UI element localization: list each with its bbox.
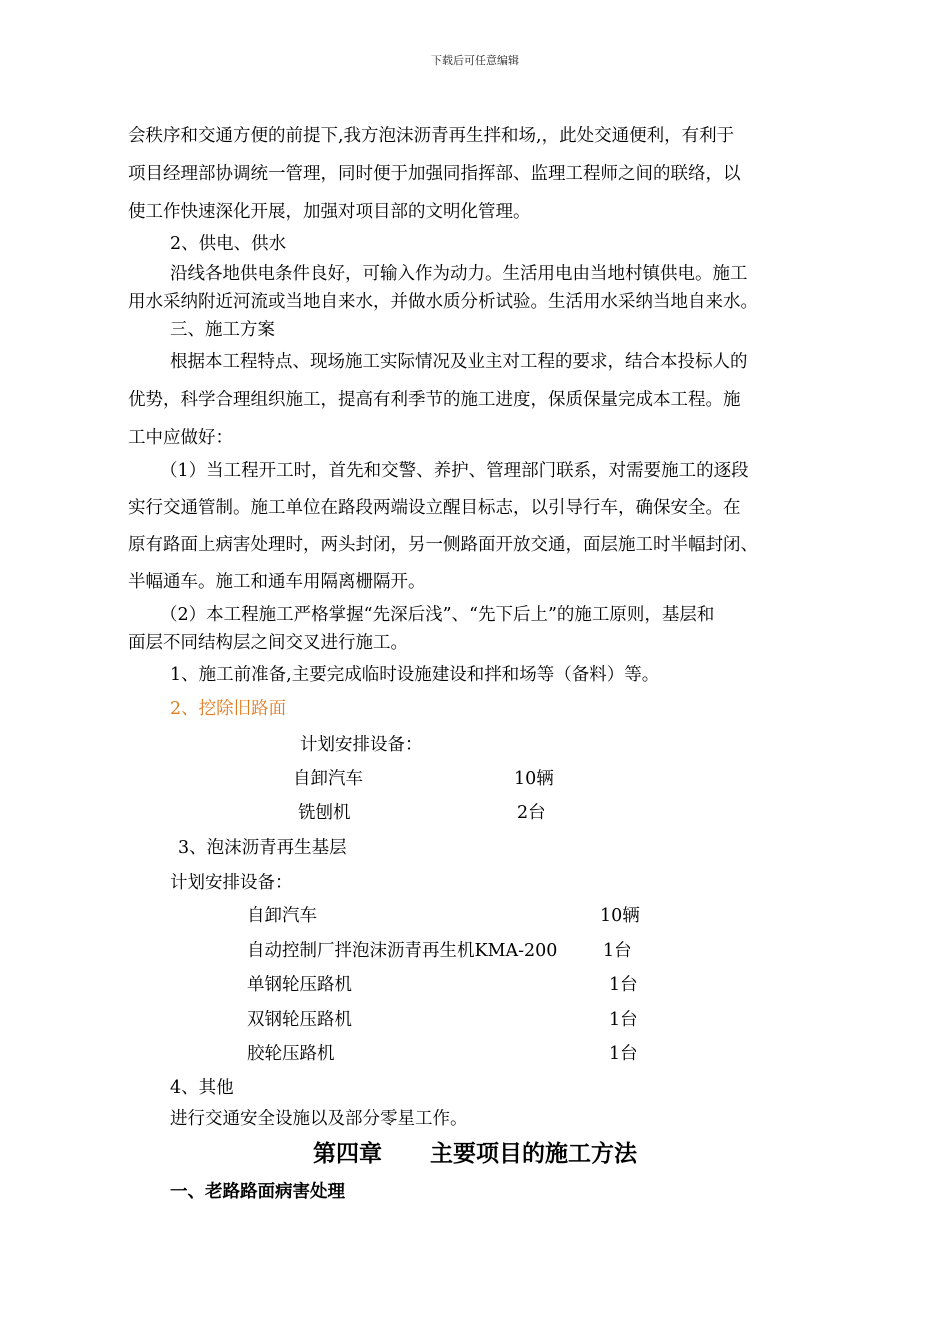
body-line: 半幅通车。施工和通车用隔离栅隔开。	[128, 572, 426, 592]
step-1: 1、施工前准备,主要完成临时设施建设和拌和场等（备料）等。	[170, 665, 660, 685]
body-line: 面层不同结构层之间交叉进行施工。	[128, 633, 408, 653]
body-line: 原有路面上病害处理时，两头封闭，另一侧路面开放交通，面层施工时半幅封闭、	[128, 535, 758, 555]
equipment-name: 自卸汽车	[247, 906, 317, 926]
body-line: （1）当工程开工时，首先和交警、养护、管理部门联系，对需要施工的逐段	[160, 461, 749, 481]
chapter-title: 第四章 主要项目的施工方法	[312, 1140, 638, 1167]
body-line: 会秩序和交通方便的前提下,我方泡沫沥青再生拌和场,，此处交通便利，有利于	[128, 126, 735, 146]
body-line: 沿线各地供电条件良好，可输入作为动力。生活用电由当地村镇供电。施工	[170, 264, 748, 284]
equipment-name: 胶轮压路机	[247, 1044, 335, 1064]
subheading-power-water: 2、供电、供水	[170, 234, 287, 254]
equipment-name: 双钢轮压路机	[247, 1010, 352, 1030]
body-line: 根据本工程特点、现场施工实际情况及业主对工程的要求，结合本投标人的	[170, 352, 748, 372]
equipment-qty: 1台	[609, 975, 638, 995]
body-line: 用水采纳附近河流或当地自来水，并做水质分析试验。生活用水采纳当地自来水。	[128, 292, 758, 312]
step-2-highlight: 2、挖除旧路面	[170, 699, 287, 719]
body-line: 进行交通安全设施以及部分零星工作。	[170, 1109, 468, 1129]
page-header: 下载后可任意编辑	[431, 54, 519, 67]
body-line: 实行交通管制。施工单位在路段两端设立醒目标志，以引导行车，确保安全。在	[128, 498, 741, 518]
equipment-qty: 1台	[609, 1010, 638, 1030]
equipment-qty: 1台	[609, 1044, 638, 1064]
equipment-qty: 1台	[603, 941, 632, 961]
heading-construction-plan: 三、施工方案	[170, 320, 275, 340]
step-3: 3、泡沫沥青再生基层	[178, 838, 347, 858]
equipment-qty: 10辆	[600, 906, 640, 926]
body-line: 优势，科学合理组织施工，提高有利季节的施工进度，保质保量完成本工程。施	[128, 390, 741, 410]
body-line: （2）本工程施工严格掌握“先深后浅”、“先下后上”的施工原则，基层和	[160, 605, 715, 625]
equipment-label: 计划安排设备：	[170, 873, 293, 893]
equipment-qty: 10辆	[514, 769, 554, 789]
body-line: 工中应做好：	[128, 428, 233, 448]
equipment-name: 单钢轮压路机	[247, 975, 352, 995]
equipment-name: 自动控制厂拌泡沫沥青再生机KMA-200	[247, 941, 558, 961]
section-heading: 一、老路路面病害处理	[170, 1182, 345, 1202]
equipment-qty: 2台	[517, 803, 546, 823]
step-4: 4、其他	[170, 1078, 234, 1098]
equipment-name: 自卸汽车	[293, 769, 363, 789]
equipment-name: 铣刨机	[298, 803, 351, 823]
equipment-label: 计划安排设备：	[300, 735, 423, 755]
body-line: 项目经理部协调统一管理，同时便于加强同指挥部、监理工程师之间的联络，以	[128, 164, 741, 184]
body-line: 使工作快速深化开展，加强对项目部的文明化管理。	[128, 202, 531, 222]
